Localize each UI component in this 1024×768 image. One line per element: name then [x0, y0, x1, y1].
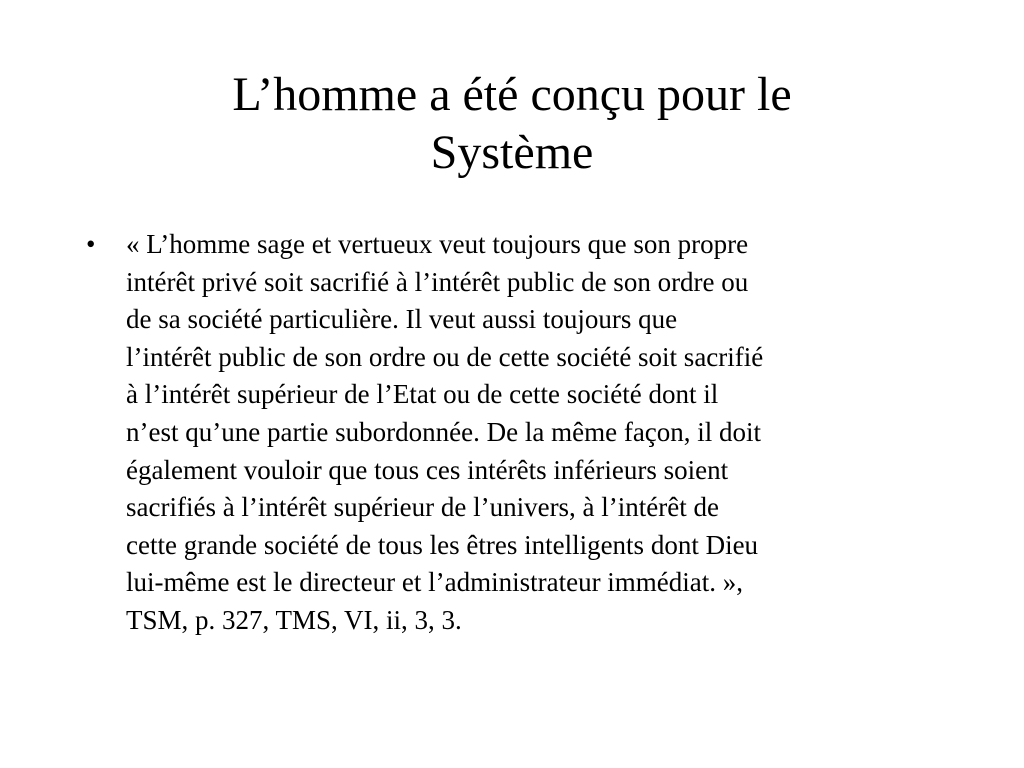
slide-title	[80, 66, 944, 182]
text-line: l’intérêt public de son ordre ou de cette société soit sacrifié	[126, 341, 764, 372]
bullet-dot-icon: •	[86, 229, 96, 259]
text-line: à l’intérêt supérieur de l’Etat ou de cette société dont il	[126, 379, 719, 410]
text-line: lui-même est le directeur et l’administrateur immédiat. »,	[126, 567, 744, 598]
text-line: de sa société particulière. Il veut aussi toujours que	[126, 304, 678, 335]
bullet-item-quote	[80, 226, 960, 640]
slide-body	[80, 226, 960, 640]
title-line-1: L’homme a été conçu pour le	[232, 68, 792, 121]
text-line: sacrifiés à l’intérêt supérieur de l’univers, à l’intérêt de	[126, 492, 719, 523]
bullet-text	[126, 226, 960, 640]
text-line: également vouloir que tous ces intérêts inférieurs soient	[126, 454, 729, 485]
text-line: cette grande société de tous les êtres intelligents dont Dieu	[126, 529, 759, 560]
text-line: n’est qu’une partie subordonnée. De la même façon, il doit	[126, 416, 762, 447]
text-line: « L’homme sage et vertueux veut toujours que son propre	[126, 229, 749, 259]
text-line: intérêt privé soit sacrifié à l’intérêt public de son ordre ou	[126, 266, 749, 297]
text-line: TSM, p. 327, TMS, VI, ii, 3, 3.	[126, 604, 462, 635]
title-line-2: Système	[430, 126, 594, 179]
